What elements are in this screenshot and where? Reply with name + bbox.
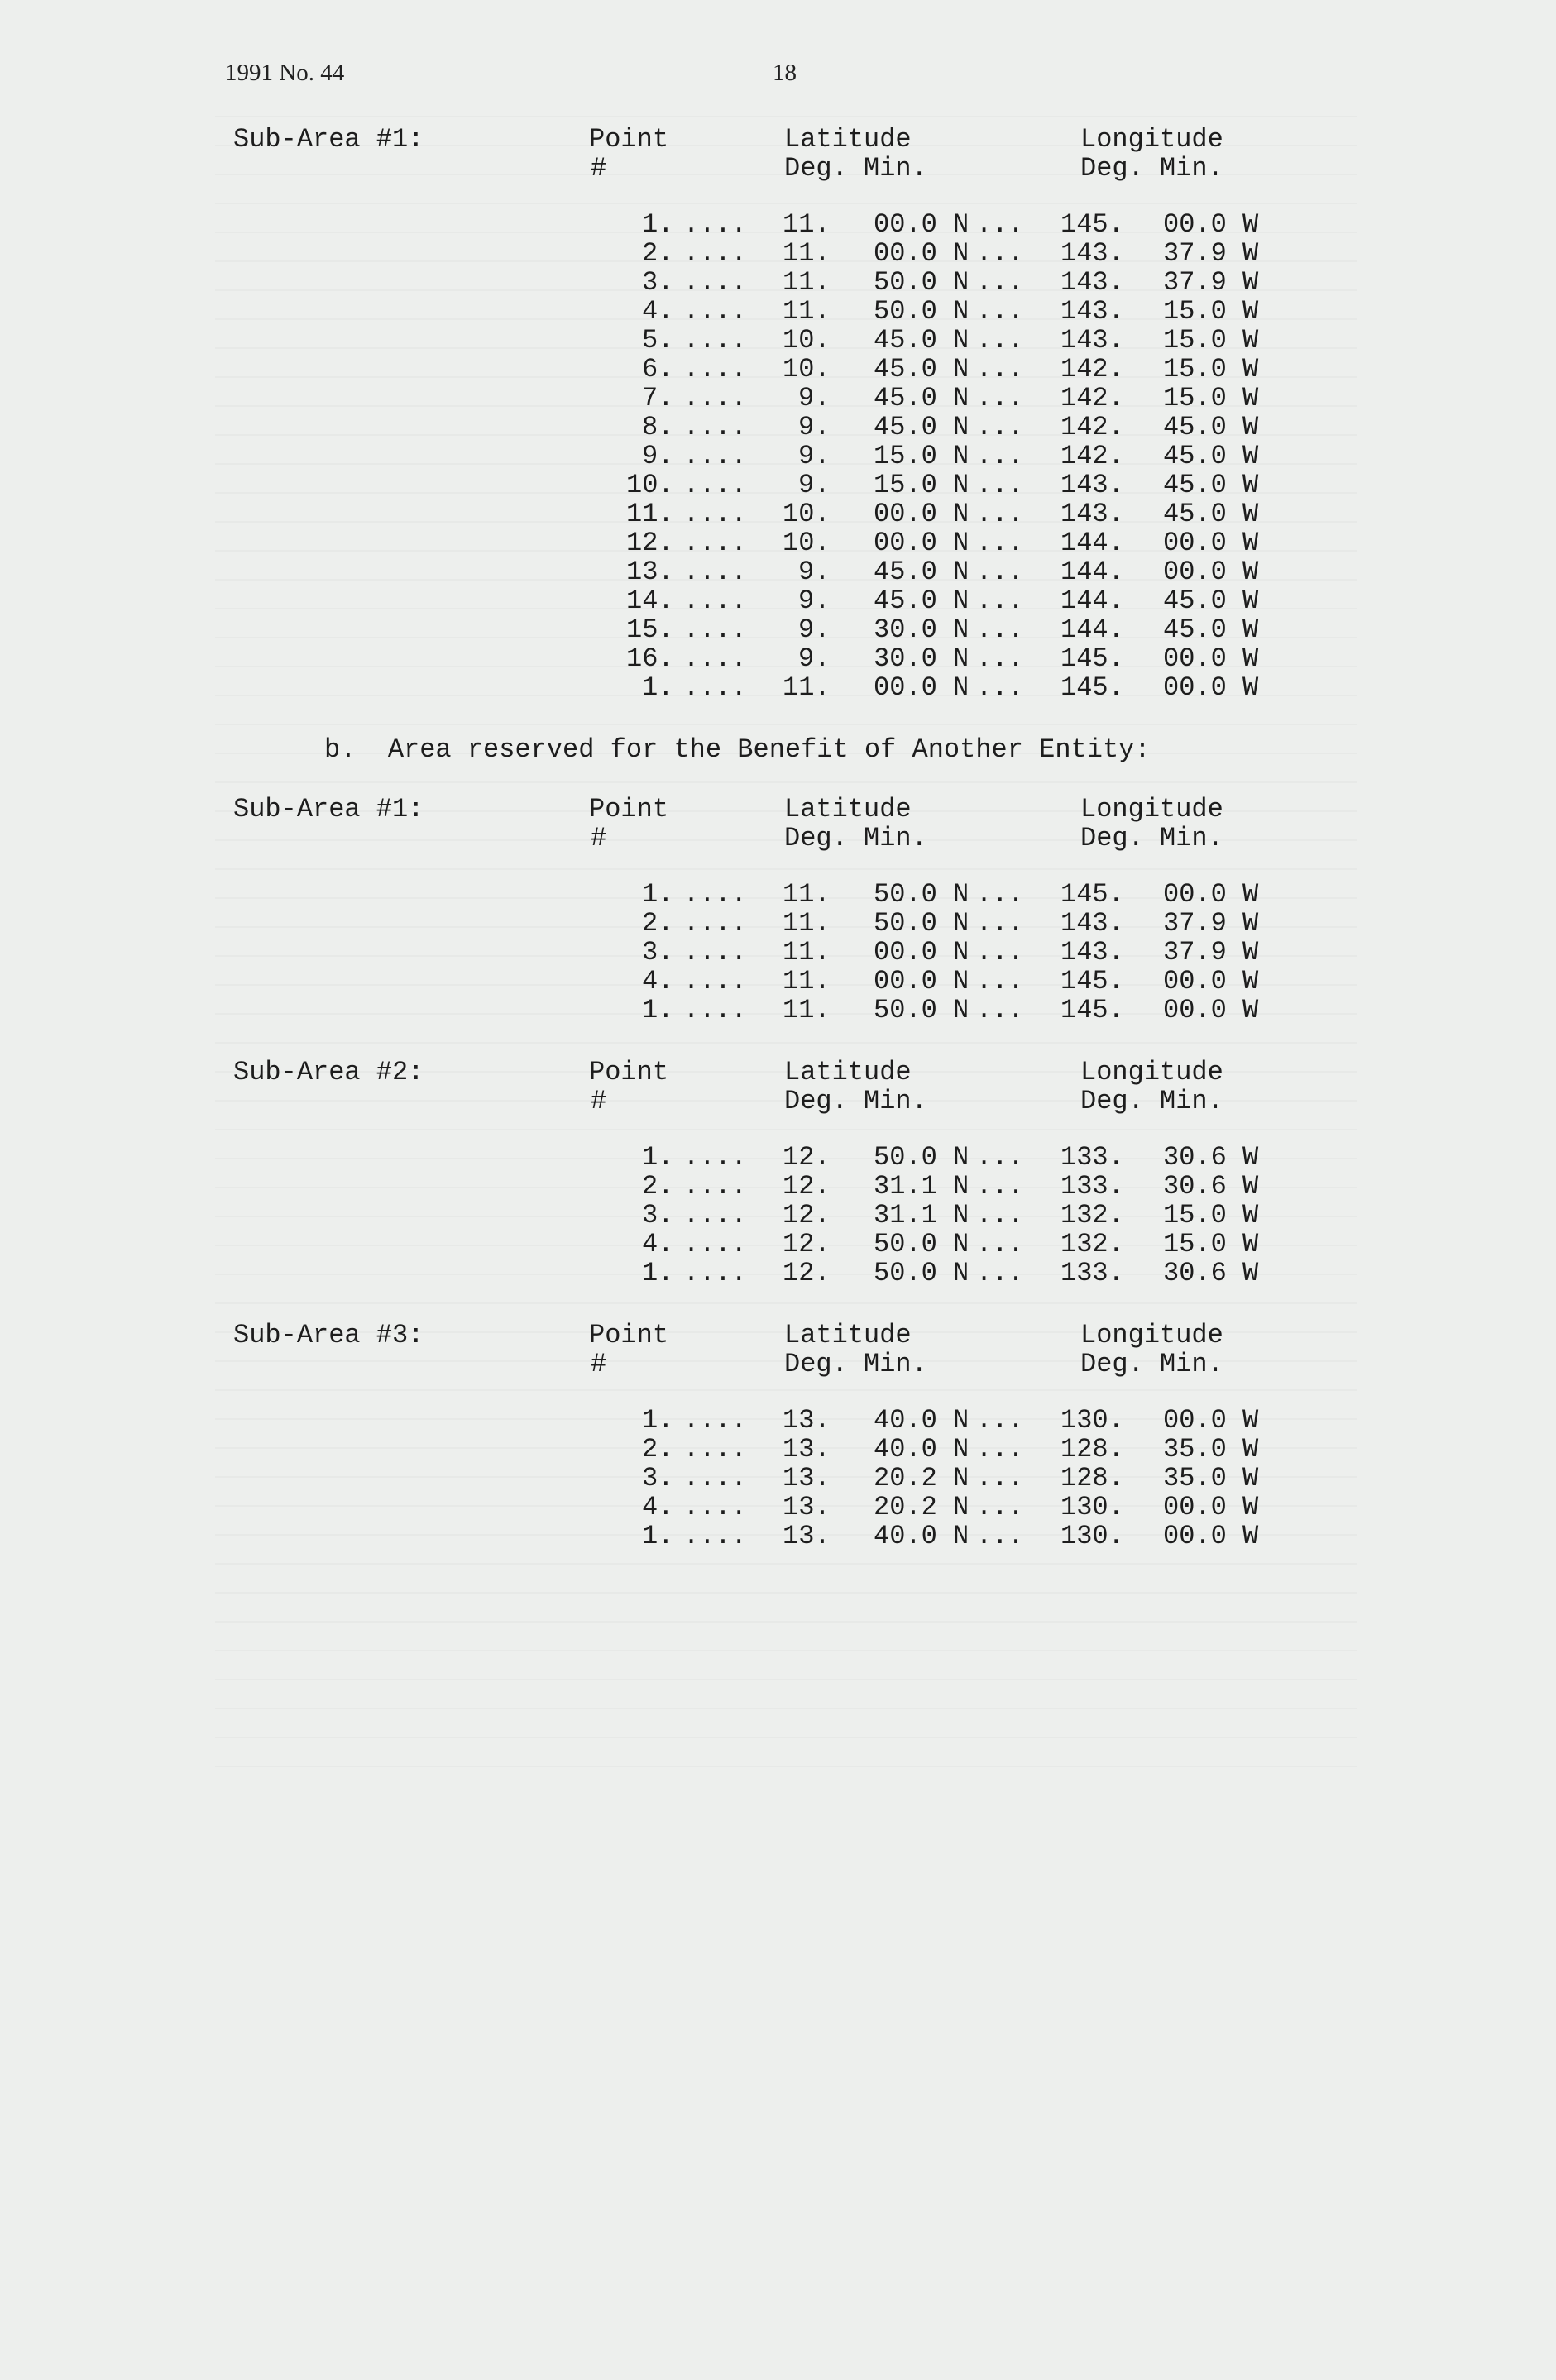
longitude-degrees: 128. [1060,1463,1124,1493]
document-reference: 1991 No. 44 [225,60,345,86]
table-header [0,1057,1556,1088]
latitude-degrees: 12. [783,1258,831,1288]
point-number: 3. [642,937,674,968]
longitude-minutes: 35.0 W [1163,1434,1259,1465]
latitude-degrees: 13. [783,1463,831,1493]
latitude-minutes: 00.0 N [874,672,970,703]
longitude-minutes: 30.6 W [1163,1171,1259,1202]
dot-leader: ... [976,412,1024,442]
dot-leader: ... [976,354,1024,385]
latitude-degrees: 13. [783,1521,831,1551]
table-subheader [0,1349,1556,1380]
latitude-minutes: 40.0 N [874,1434,970,1465]
coordinate-row [0,908,1556,937]
longitude-degrees: 143. [1060,499,1124,529]
longitude-degrees: 145. [1060,672,1124,703]
dot-leader: ... [976,1258,1024,1288]
longitude-minutes: 15.0 W [1163,383,1259,413]
longitude-minutes: 30.6 W [1163,1142,1259,1173]
table-subheader [0,153,1556,184]
dot-leader: ... [976,672,1024,703]
dot-leader: .... [683,209,747,240]
latitude-minutes: 45.0 N [874,412,970,442]
longitude-degrees: 142. [1060,383,1124,413]
coordinate-row [0,325,1556,354]
latitude-minutes: 50.0 N [874,1142,970,1173]
latitude-degrees: 11. [783,238,831,269]
point-number: 16. [626,643,674,674]
coordinate-rows [0,209,1556,701]
dot-leader: .... [683,614,747,645]
longitude-minutes: 00.0 W [1163,879,1259,910]
point-number: 1. [642,672,674,703]
longitude-minutes: 45.0 W [1163,585,1259,616]
latitude-minutes: 45.0 N [874,354,970,385]
dot-leader: .... [683,1405,747,1436]
point-number: 7. [642,383,674,413]
longitude-degrees: 143. [1060,937,1124,968]
longitude-minutes: 00.0 W [1163,1492,1259,1522]
coordinate-row [0,879,1556,908]
longitude-minutes: 15.0 W [1163,325,1259,356]
coordinate-rows [0,879,1556,1024]
longitude-minutes: 00.0 W [1163,528,1259,558]
coordinate-row [0,995,1556,1024]
latitude-minutes: 50.0 N [874,908,970,939]
point-number: 4. [642,1492,674,1522]
dot-leader: .... [683,966,747,996]
point-number: 4. [642,966,674,996]
dot-leader: .... [683,441,747,471]
dot-leader: ... [976,1229,1024,1259]
coordinate-row [0,470,1556,499]
latitude-minutes: 00.0 N [874,937,970,968]
dot-leader: ... [976,995,1024,1025]
point-column-header: Point [589,124,669,155]
latitude-minutes: 31.1 N [874,1171,970,1202]
latitude-minutes: 30.0 N [874,614,970,645]
dot-leader: ... [976,966,1024,996]
dot-leader: .... [683,354,747,385]
latitude-degrees: 12. [783,1229,831,1259]
coordinate-row [0,1492,1556,1521]
point-number: 1. [642,879,674,910]
point-number: 2. [642,1171,674,1202]
latitude-degrees: 12. [783,1142,831,1173]
table-header [0,1320,1556,1351]
dot-leader: ... [976,1142,1024,1173]
longitude-minutes: 45.0 W [1163,499,1259,529]
dot-leader: ... [976,383,1024,413]
dot-leader: ... [976,267,1024,298]
latitude-minutes: 50.0 N [874,1258,970,1288]
point-number-symbol: # [591,153,607,184]
latitude-units: Deg. Min. [784,1086,927,1116]
longitude-degrees: 144. [1060,585,1124,616]
dot-leader: .... [683,672,747,703]
latitude-degrees: 11. [783,209,831,240]
coordinate-row [0,1171,1556,1200]
latitude-degrees: 11. [783,995,831,1025]
dot-leader: ... [976,238,1024,269]
dot-leader: .... [683,1521,747,1551]
longitude-degrees: 128. [1060,1434,1124,1465]
longitude-minutes: 15.0 W [1163,1200,1259,1231]
longitude-column-header: Longitude [1080,1320,1223,1350]
dot-leader: .... [683,1200,747,1231]
latitude-degrees: 9. [798,383,831,413]
dot-leader: .... [683,1229,747,1259]
point-number: 10. [626,470,674,500]
point-number: 8. [642,412,674,442]
latitude-minutes: 00.0 N [874,966,970,996]
dot-leader: ... [976,499,1024,529]
table-header [0,124,1556,155]
coordinate-row [0,238,1556,267]
latitude-degrees: 9. [798,441,831,471]
coordinate-row [0,966,1556,995]
dot-leader: ... [976,937,1024,968]
coordinate-row [0,643,1556,672]
latitude-degrees: 9. [798,412,831,442]
point-number: 1. [642,209,674,240]
point-number: 2. [642,238,674,269]
latitude-degrees: 9. [798,470,831,500]
coordinate-row [0,267,1556,296]
latitude-degrees: 10. [783,528,831,558]
longitude-minutes: 15.0 W [1163,354,1259,385]
longitude-column-header: Longitude [1080,794,1223,824]
latitude-units: Deg. Min. [784,823,927,853]
longitude-minutes: 37.9 W [1163,908,1259,939]
longitude-degrees: 143. [1060,325,1124,356]
longitude-degrees: 145. [1060,995,1124,1025]
coordinate-row [0,1521,1556,1550]
coordinate-row [0,1258,1556,1287]
longitude-degrees: 145. [1060,966,1124,996]
coordinate-row [0,441,1556,470]
latitude-minutes: 30.0 N [874,643,970,674]
latitude-column-header: Latitude [784,1057,912,1087]
sub-area-label: Sub-Area #3: [233,1320,424,1350]
dot-leader: .... [683,1258,747,1288]
longitude-minutes: 45.0 W [1163,470,1259,500]
dot-leader: .... [683,499,747,529]
point-number: 3. [642,1200,674,1231]
longitude-degrees: 142. [1060,354,1124,385]
longitude-degrees: 130. [1060,1521,1124,1551]
point-number: 12. [626,528,674,558]
latitude-minutes: 45.0 N [874,325,970,356]
longitude-degrees: 143. [1060,470,1124,500]
dot-leader: ... [976,528,1024,558]
latitude-degrees: 10. [783,499,831,529]
latitude-minutes: 45.0 N [874,383,970,413]
point-number: 6. [642,354,674,385]
latitude-minutes: 00.0 N [874,499,970,529]
coordinate-row [0,354,1556,383]
latitude-minutes: 00.0 N [874,528,970,558]
coordinate-rows [0,1405,1556,1550]
latitude-degrees: 13. [783,1434,831,1465]
dot-leader: .... [683,470,747,500]
coordinate-row [0,1405,1556,1434]
coordinate-rows [0,1142,1556,1287]
coordinate-row [0,1463,1556,1492]
latitude-minutes: 50.0 N [874,879,970,910]
dot-leader: .... [683,412,747,442]
dot-leader: .... [683,585,747,616]
latitude-degrees: 10. [783,325,831,356]
point-number: 1. [642,995,674,1025]
dot-leader: .... [683,383,747,413]
latitude-degrees: 12. [783,1171,831,1202]
dot-leader: .... [683,643,747,674]
dot-leader: ... [976,441,1024,471]
longitude-degrees: 145. [1060,209,1124,240]
dot-leader: .... [683,1434,747,1465]
dot-leader: ... [976,908,1024,939]
point-number: 1. [642,1521,674,1551]
longitude-degrees: 143. [1060,267,1124,298]
dot-leader: ... [976,1521,1024,1551]
dot-leader: .... [683,937,747,968]
latitude-minutes: 31.1 N [874,1200,970,1231]
latitude-units: Deg. Min. [784,153,927,184]
longitude-degrees: 144. [1060,528,1124,558]
longitude-units: Deg. Min. [1080,1349,1223,1379]
point-number-symbol: # [591,1349,607,1379]
longitude-degrees: 144. [1060,557,1124,587]
coordinate-row [0,672,1556,701]
sub-area-label: Sub-Area #2: [233,1057,424,1087]
latitude-minutes: 20.2 N [874,1492,970,1522]
dot-leader: .... [683,267,747,298]
point-number: 2. [642,1434,674,1465]
longitude-minutes: 15.0 W [1163,1229,1259,1259]
dot-leader: ... [976,879,1024,910]
longitude-minutes: 00.0 W [1163,557,1259,587]
latitude-degrees: 11. [783,908,831,939]
longitude-minutes: 37.9 W [1163,937,1259,968]
longitude-units: Deg. Min. [1080,153,1223,184]
longitude-degrees: 132. [1060,1200,1124,1231]
dot-leader: .... [683,557,747,587]
point-number: 1. [642,1405,674,1436]
longitude-minutes: 37.9 W [1163,267,1259,298]
dot-leader: .... [683,1171,747,1202]
dot-leader: .... [683,1463,747,1493]
dot-leader: ... [976,325,1024,356]
longitude-minutes: 30.6 W [1163,1258,1259,1288]
latitude-degrees: 13. [783,1492,831,1522]
latitude-minutes: 45.0 N [874,557,970,587]
longitude-degrees: 142. [1060,412,1124,442]
longitude-degrees: 133. [1060,1171,1124,1202]
dot-leader: ... [976,643,1024,674]
longitude-minutes: 00.0 W [1163,1521,1259,1551]
latitude-minutes: 00.0 N [874,209,970,240]
dot-leader: ... [976,614,1024,645]
coordinate-row [0,585,1556,614]
latitude-degrees: 11. [783,672,831,703]
point-number: 1. [642,1258,674,1288]
latitude-degrees: 11. [783,267,831,298]
latitude-minutes: 50.0 N [874,267,970,298]
sub-area-label: Sub-Area #1: [233,794,424,824]
longitude-degrees: 132. [1060,1229,1124,1259]
latitude-minutes: 15.0 N [874,470,970,500]
table-header [0,794,1556,825]
dot-leader: .... [683,325,747,356]
latitude-minutes: 15.0 N [874,441,970,471]
coordinate-row [0,1142,1556,1171]
coordinate-row [0,937,1556,966]
longitude-minutes: 00.0 W [1163,672,1259,703]
dot-leader: .... [683,1142,747,1173]
latitude-degrees: 11. [783,296,831,327]
latitude-degrees: 11. [783,937,831,968]
longitude-degrees: 143. [1060,908,1124,939]
dot-leader: ... [976,557,1024,587]
latitude-degrees: 11. [783,879,831,910]
longitude-minutes: 00.0 W [1163,209,1259,240]
point-column-header: Point [589,794,669,824]
latitude-minutes: 50.0 N [874,995,970,1025]
point-number: 2. [642,908,674,939]
sub-area-label: Sub-Area #1: [233,124,424,155]
coordinate-row [0,528,1556,557]
dot-leader: .... [683,1492,747,1522]
latitude-degrees: 9. [798,614,831,645]
coordinate-row [0,412,1556,441]
latitude-degrees: 9. [798,643,831,674]
longitude-minutes: 35.0 W [1163,1463,1259,1493]
latitude-minutes: 40.0 N [874,1405,970,1436]
coordinate-row [0,614,1556,643]
coordinate-row [0,296,1556,325]
longitude-column-header: Longitude [1080,1057,1223,1087]
longitude-degrees: 145. [1060,643,1124,674]
point-number: 4. [642,1229,674,1259]
dot-leader: .... [683,238,747,269]
point-number: 13. [626,557,674,587]
latitude-column-header: Latitude [784,794,912,824]
latitude-degrees: 11. [783,966,831,996]
dot-leader: ... [976,1200,1024,1231]
longitude-degrees: 143. [1060,296,1124,327]
point-number-symbol: # [591,1086,607,1116]
longitude-minutes: 37.9 W [1163,238,1259,269]
dot-leader: .... [683,908,747,939]
point-number: 3. [642,1463,674,1493]
longitude-degrees: 130. [1060,1492,1124,1522]
point-column-header: Point [589,1057,669,1087]
table-subheader [0,1086,1556,1117]
coordinate-row [0,1434,1556,1463]
latitude-minutes: 50.0 N [874,296,970,327]
dot-leader: ... [976,1171,1024,1202]
longitude-minutes: 45.0 W [1163,614,1259,645]
longitude-minutes: 00.0 W [1163,966,1259,996]
coordinate-row [0,209,1556,238]
point-number: 9. [642,441,674,471]
point-number-symbol: # [591,823,607,853]
dot-leader: .... [683,528,747,558]
longitude-degrees: 130. [1060,1405,1124,1436]
dot-leader: ... [976,1492,1024,1522]
latitude-degrees: 13. [783,1405,831,1436]
point-number: 1. [642,1142,674,1173]
latitude-degrees: 10. [783,354,831,385]
longitude-minutes: 45.0 W [1163,412,1259,442]
point-number: 15. [626,614,674,645]
latitude-column-header: Latitude [784,1320,912,1350]
longitude-minutes: 00.0 W [1163,995,1259,1025]
longitude-minutes: 00.0 W [1163,1405,1259,1436]
longitude-column-header: Longitude [1080,124,1223,155]
latitude-minutes: 00.0 N [874,238,970,269]
longitude-minutes: 00.0 W [1163,643,1259,674]
dot-leader: .... [683,296,747,327]
latitude-units: Deg. Min. [784,1349,927,1379]
longitude-degrees: 133. [1060,1142,1124,1173]
point-number: 14. [626,585,674,616]
longitude-minutes: 15.0 W [1163,296,1259,327]
coordinate-row [0,499,1556,528]
section-b-heading: b. Area reserved for the Benefit of Another Entity: [324,734,1151,765]
longitude-degrees: 142. [1060,441,1124,471]
latitude-minutes: 40.0 N [874,1521,970,1551]
latitude-minutes: 50.0 N [874,1229,970,1259]
point-column-header: Point [589,1320,669,1350]
latitude-degrees: 12. [783,1200,831,1231]
longitude-degrees: 133. [1060,1258,1124,1288]
longitude-degrees: 144. [1060,614,1124,645]
latitude-column-header: Latitude [784,124,912,155]
longitude-degrees: 143. [1060,238,1124,269]
dot-leader: .... [683,879,747,910]
dot-leader: ... [976,296,1024,327]
latitude-degrees: 9. [798,585,831,616]
dot-leader: ... [976,209,1024,240]
dot-leader: ... [976,1405,1024,1436]
dot-leader: ... [976,585,1024,616]
point-number: 5. [642,325,674,356]
longitude-minutes: 45.0 W [1163,441,1259,471]
point-number: 11. [626,499,674,529]
longitude-degrees: 145. [1060,879,1124,910]
dot-leader: ... [976,470,1024,500]
coordinate-row [0,1229,1556,1258]
page-number: 18 [773,60,797,86]
coordinate-row [0,1200,1556,1229]
dot-leader: .... [683,995,747,1025]
longitude-units: Deg. Min. [1080,823,1223,853]
latitude-minutes: 20.2 N [874,1463,970,1493]
dot-leader: ... [976,1463,1024,1493]
latitude-degrees: 9. [798,557,831,587]
point-number: 3. [642,267,674,298]
coordinate-row [0,557,1556,585]
coordinate-row [0,383,1556,412]
table-subheader [0,823,1556,854]
longitude-units: Deg. Min. [1080,1086,1223,1116]
point-number: 4. [642,296,674,327]
dot-leader: ... [976,1434,1024,1465]
latitude-minutes: 45.0 N [874,585,970,616]
